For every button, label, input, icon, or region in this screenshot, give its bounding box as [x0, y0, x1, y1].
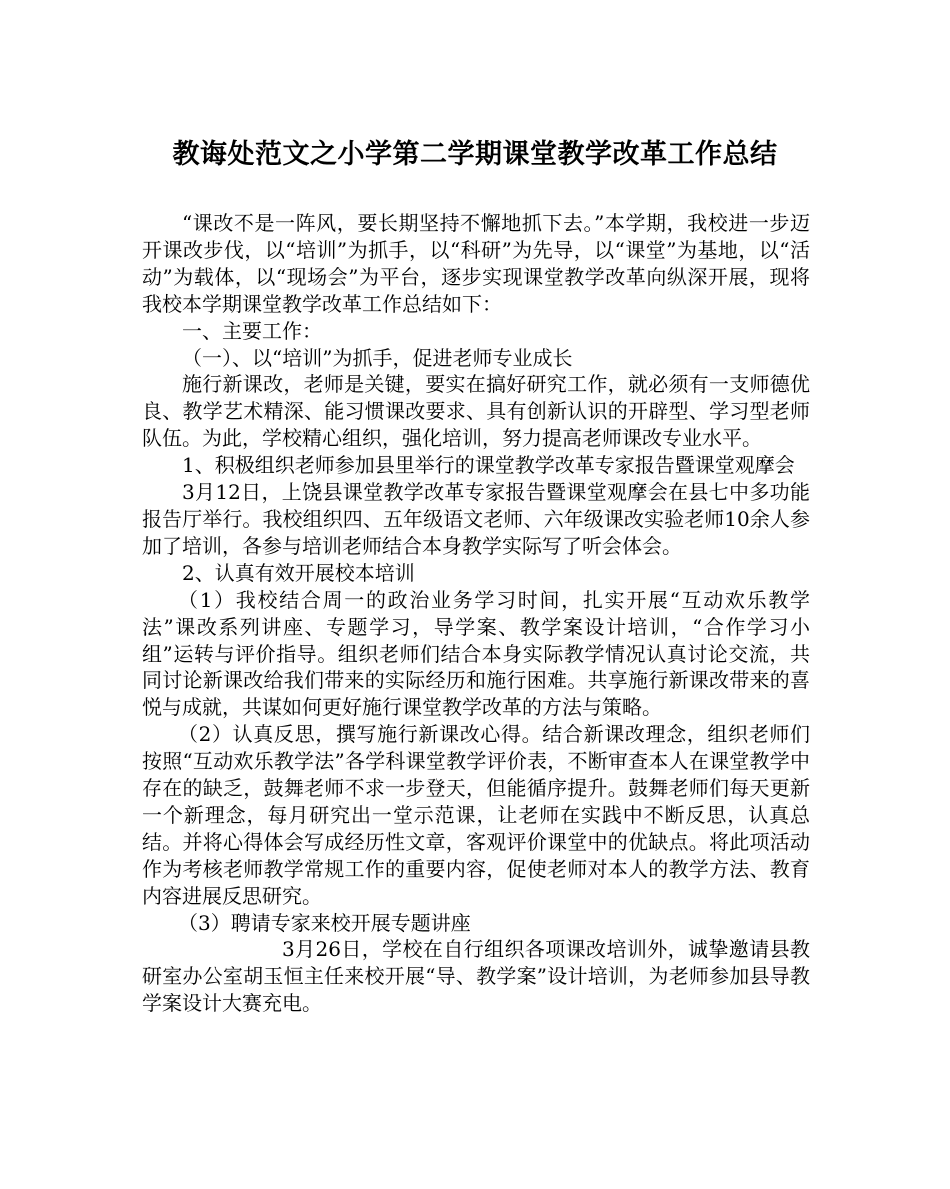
expert-lecture-paragraph: 3月26日，学校在自行组织各项课改培训外，诚挚邀请县教研室办公室胡玉恒主任来校开展“导、教学案”设计培训，为老师参加县导教学案设计大赛充电。: [142, 937, 810, 1016]
school-training-point-1: （1）我校结合周一的政治业务学习时间，扎实开展“互动欢乐教学法”课改系列讲座、专题学习，导学案、教学案设计培训，“合作学习小组”运转与评价指导。组织老师们结合本身实际教学情况认真讨论交流，共同讨论新课改给我们带来的实际经历和施行困难。共享施行新课改带来的喜悦与成就，共谋如何更好施行课堂教学改革的方法与策略。: [142, 587, 810, 720]
document-body: [142, 210, 810, 1017]
training-paragraph: 施行新课改，老师是关键，要实在搞好研究工作，就必须有一支师德优良、教学艺术精深、能习惯课改要求、具有创新认识的开辟型、学习型老师队伍。为此，学校精心组织，强化培训，努力提高老师课改专业水平。: [142, 372, 810, 451]
document-title: 教诲处范文之小学第二学期课堂教学改革工作总结: [172, 139, 778, 170]
item-heading-school-training: 2、认真有效开展校本培训: [182, 560, 415, 585]
item-heading-county-meeting: 1、积极组织老师参加县里举行的课堂教学改革专家报告暨课堂观摩会: [182, 453, 795, 478]
intro-paragraph: “课改不是一阵风，要长期坚持不懈地抓下去。”本学期，我校进一步迈开课改步伐，以“培训”为抓手，以“科研”为先导，以“课堂”为基地，以“活动”为载体，以“现场会”为平台，逐步实现课堂教学改革向纵深开展，现将我校本学期课堂教学改革工作总结如下：: [142, 211, 810, 316]
school-training-point-3-heading: （3）聘请专家来校开展专题讲座: [178, 910, 471, 935]
school-training-point-2: （2）认真反思，撰写施行新课改心得。结合新课改理念，组织老师们按照“互动欢乐教学法”各学科课堂教学评价表，不断审查本人在课堂教学中存在的缺乏，鼓舞老师不求一步登天，但能循序提升。鼓舞老师们每天更新一个新理念，每月研究出一堂示范课，让老师在实践中不断反思，认真总结。并将心得体会写成经历性文章，客观评价课堂中的优缺点。将此项活动作为考核老师教学常规工作的重要内容，促使老师对本人的教学方法、教育内容进展反思研究。: [142, 722, 810, 908]
county-meeting-paragraph: 3月12日，上饶县课堂教学改革专家报告暨课堂观摩会在县七中多功能报告厅举行。我校组织四、五年级语文老师、六年级课改实验老师10余人参加了培训，各参与培训老师结合本身教学实际写了听会体会。: [142, 480, 810, 558]
section-heading-main-work: 一、主要工作：: [182, 318, 322, 343]
subsection-heading-training: （一）、以“培训”为抓手，促进老师专业成长: [182, 345, 573, 370]
